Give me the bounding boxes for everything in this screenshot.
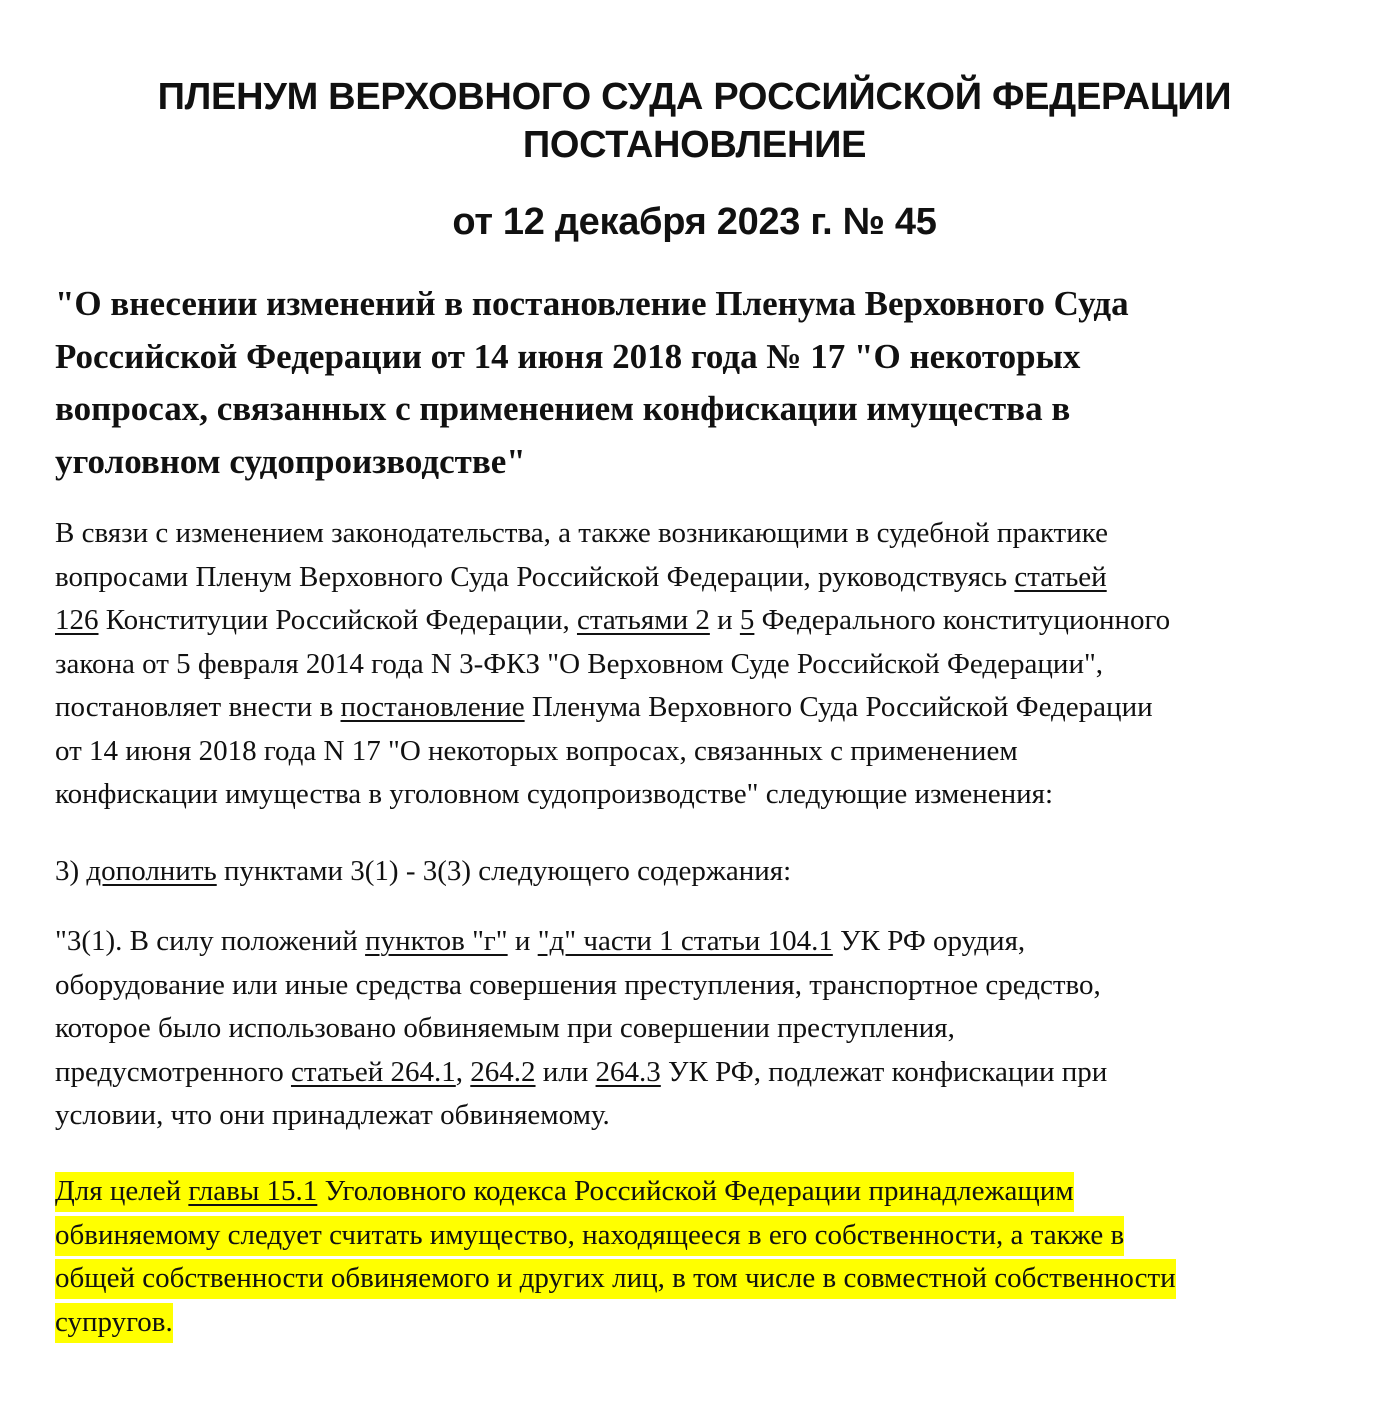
text-line [55,1051,1365,1095]
text-line: закона от 5 февраля 2014 года N 3-ФКЗ "О Верховном Суде Российской Федерации", [55,647,1104,680]
text-line [55,920,1365,964]
text-segment: УК РФ орудия, [832,925,1026,957]
text-line: оборудование или иные средства совершения преступления, транспортное средство, [55,968,1101,1001]
text-line [55,686,1365,730]
text-segment: и [507,925,538,957]
text-segment: пунктами 3(1) - 3(3) следующего содержания: [216,855,792,887]
document-type-heading: ПОСТАНОВЛЕНИЕ [522,124,867,166]
text-segment: и [709,604,740,636]
link-supplement[interactable]: дополнить [86,855,217,887]
text-segment: Федерального конституционного [754,604,1171,636]
link-points-g[interactable]: пунктов "г" [365,925,508,957]
document-title [55,278,1355,488]
intro-paragraph [55,512,1365,817]
text-line [55,1214,1365,1258]
text-line: конфискации имущества в уголовном судопроизводстве" следующие изменения: [55,778,1054,810]
link-articles-2[interactable]: статьями 2 [576,604,710,636]
text-segment: УК РФ, подлежат конфискации при [660,1055,1108,1088]
text-line [55,1301,1365,1345]
link-article-126-constitution[interactable]: статьей [1014,560,1107,593]
link-resolution-17[interactable]: постановление [340,691,525,723]
link-article-264-2[interactable]: 264.2 [470,1055,536,1088]
link-article-264-1[interactable]: статьей 264.1 [290,1055,456,1088]
highlight-segment [55,1172,1074,1212]
document-date-number: от 12 декабря 2023 г. № 45 [452,201,937,243]
link-article-264-3[interactable]: 264.3 [595,1055,661,1088]
text-line: которое было использовано обвиняемым при совершении преступления, [55,1012,955,1044]
text-segment: Пленума Верховного Суда Российской Федерации [524,691,1153,723]
link-point-d-article-104-1[interactable]: "д" части 1 статьи 104.1 [537,925,833,957]
text-segment: постановляет внести в [55,691,341,723]
text-segment: 3) [55,855,87,887]
text-line: условии, что они принадлежат обвиняемому. [55,1099,610,1131]
highlight-segment: общей собственности обвиняемого и других лиц, в том числе в совместной собственности [55,1259,1176,1299]
title-line: "О внесении изменений в постановление Пленума Верховного Суда [55,284,1129,323]
title-line: вопросах, связанных с применением конфискации имущества в [55,389,1071,428]
text-line [55,556,1365,600]
text-line [55,599,1365,643]
court-name-heading: ПЛЕНУМ ВЕРХОВНОГО СУДА РОССИЙСКОЙ ФЕДЕРАЦИИ [157,76,1232,118]
item-3-paragraph [55,850,1365,894]
highlight-segment: обвиняемому следует считать имущество, находящееся в его собственности, а также в [55,1216,1124,1256]
text-line: от 14 июня 2018 года N 17 "О некоторых вопросах, связанных с применением [55,734,1018,767]
link-article-5[interactable]: 5 [739,604,755,636]
text-line [55,1170,1365,1214]
text-segment: , [455,1055,471,1088]
text-segment: "3(1). В силу положений [55,925,366,957]
title-line: уголовном судопроизводстве" [55,441,526,481]
item-3-1-paragraph [55,920,1365,1138]
link-chapter-15-1[interactable]: главы 15.1 [188,1175,318,1207]
title-line: Российской Федерации от 14 июня 2018 года № 17 "О некоторых [55,336,1081,376]
text-line [55,1257,1365,1301]
text-line [55,850,1365,894]
link-article-126-number[interactable]: 126 [55,604,99,636]
highlighted-paragraph [55,1170,1365,1344]
text-segment: Конституции Российской Федерации, [98,604,577,636]
text-segment: вопросами Пленум Верховного Суда Российской Федерации, руководствуясь [55,560,1015,593]
text-line: В связи с изменением законодательства, а также возникающими в судебной практике [55,517,1108,549]
text-segment: или [535,1055,596,1088]
text-segment: предусмотренного [55,1055,291,1088]
text-segment: Для целей [55,1175,189,1207]
highlight-segment: супругов. [55,1303,173,1343]
text-segment: Уголовного кодекса Российской Федерации принадлежащим [317,1175,1074,1207]
